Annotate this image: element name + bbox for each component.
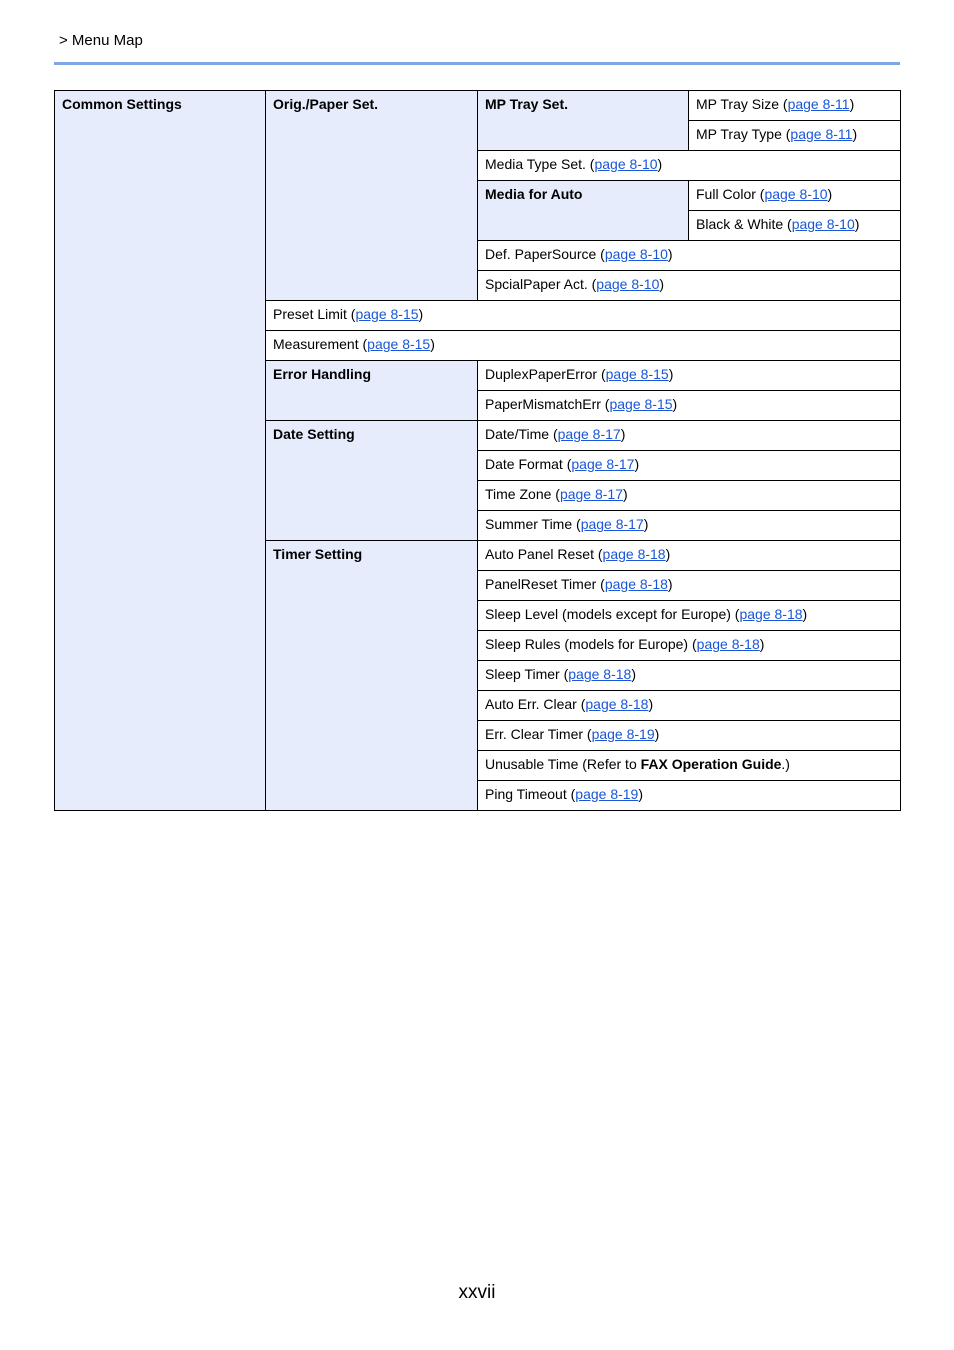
black-white-item: Black & White (page 8-10) xyxy=(689,211,901,241)
media-type-set-link[interactable]: page 8-10 xyxy=(594,156,658,172)
duplex-paper-error-link[interactable]: page 8-15 xyxy=(605,366,669,382)
timer-setting-cell: Timer Setting xyxy=(266,541,478,811)
date-format-item: Date Format (page 8-17) xyxy=(478,451,901,481)
panel-reset-timer-link[interactable]: page 8-18 xyxy=(604,576,668,592)
mp-tray-type-item: MP Tray Type (page 8-11) xyxy=(689,121,901,151)
orig-paper-set-cell: Orig./Paper Set. xyxy=(266,91,478,301)
mp-tray-set-cell: MP Tray Set. xyxy=(478,91,689,151)
special-paper-act-item: SpcialPaper Act. (page 8-10) xyxy=(478,271,901,301)
mp-tray-type-link[interactable]: page 8-11 xyxy=(790,126,853,142)
common-settings-cell: Common Settings xyxy=(55,91,266,811)
full-color-link[interactable]: page 8-10 xyxy=(764,186,828,202)
unusable-time-item: Unusable Time (Refer to FAX Operation Guide.) xyxy=(478,751,901,781)
header-divider xyxy=(54,62,900,65)
auto-err-clear-link[interactable]: page 8-18 xyxy=(585,696,649,712)
full-color-item: Full Color (page 8-10) xyxy=(689,181,901,211)
time-zone-link[interactable]: page 8-17 xyxy=(559,486,624,502)
measurement-link[interactable]: page 8-15 xyxy=(367,336,431,352)
breadcrumb: > Menu Map xyxy=(59,32,143,49)
mp-tray-size-item: MP Tray Size (page 8-11) xyxy=(689,91,901,121)
panel-reset-timer-item: PanelReset Timer (page 8-18) xyxy=(478,571,901,601)
error-handling-cell: Error Handling xyxy=(266,361,478,421)
special-paper-act-link[interactable]: page 8-10 xyxy=(596,276,660,292)
summer-time-link[interactable]: page 8-17 xyxy=(580,516,644,532)
auto-panel-reset-link[interactable]: page 8-18 xyxy=(602,546,666,562)
date-time-link[interactable]: page 8-17 xyxy=(557,426,621,442)
menu-map-table xyxy=(54,90,901,811)
err-clear-timer-link[interactable]: page 8-19 xyxy=(591,726,655,742)
sleep-rules-item: Sleep Rules (models for Europe) (page 8-18) xyxy=(478,631,901,661)
ping-timeout-link[interactable]: page 8-19 xyxy=(575,786,639,802)
sleep-timer-item: Sleep Timer (page 8-18) xyxy=(478,661,901,691)
paper-mismatch-err-item: PaperMismatchErr (page 8-15) xyxy=(478,391,901,421)
date-format-link[interactable]: page 8-17 xyxy=(571,456,635,472)
sleep-timer-link[interactable]: page 8-18 xyxy=(568,666,632,682)
mp-tray-size-link[interactable]: page 8-11 xyxy=(787,96,850,112)
summer-time-item: Summer Time (page 8-17) xyxy=(478,511,901,541)
sleep-level-link[interactable]: page 8-18 xyxy=(739,606,803,622)
black-white-link[interactable]: page 8-10 xyxy=(791,216,855,232)
date-setting-cell: Date Setting xyxy=(266,421,478,541)
err-clear-timer-item: Err. Clear Timer (page 8-19) xyxy=(478,721,901,751)
auto-panel-reset-item: Auto Panel Reset (page 8-18) xyxy=(478,541,901,571)
paper-mismatch-err-link[interactable]: page 8-15 xyxy=(609,396,673,412)
sleep-level-item: Sleep Level (models except for Europe) (page 8-18) xyxy=(478,601,901,631)
date-time-item: Date/Time (page 8-17) xyxy=(478,421,901,451)
def-paper-source-link[interactable]: page 8-10 xyxy=(604,246,668,262)
preset-limit-item: Preset Limit (page 8-15) xyxy=(266,301,901,331)
duplex-paper-error-item: DuplexPaperError (page 8-15) xyxy=(478,361,901,391)
sleep-rules-link[interactable]: page 8-18 xyxy=(696,636,760,652)
media-type-set-item: Media Type Set. (page 8-10) xyxy=(478,151,901,181)
page-number: xxvii xyxy=(458,1282,496,1303)
auto-err-clear-item: Auto Err. Clear (page 8-18) xyxy=(478,691,901,721)
time-zone-item: Time Zone (page 8-17) xyxy=(478,481,901,511)
def-paper-source-item: Def. PaperSource (page 8-10) xyxy=(478,241,901,271)
ping-timeout-item: Ping Timeout (page 8-19) xyxy=(478,781,901,811)
media-for-auto-cell: Media for Auto xyxy=(478,181,689,241)
preset-limit-link[interactable]: page 8-15 xyxy=(355,306,419,322)
measurement-item: Measurement (page 8-15) xyxy=(266,331,901,361)
